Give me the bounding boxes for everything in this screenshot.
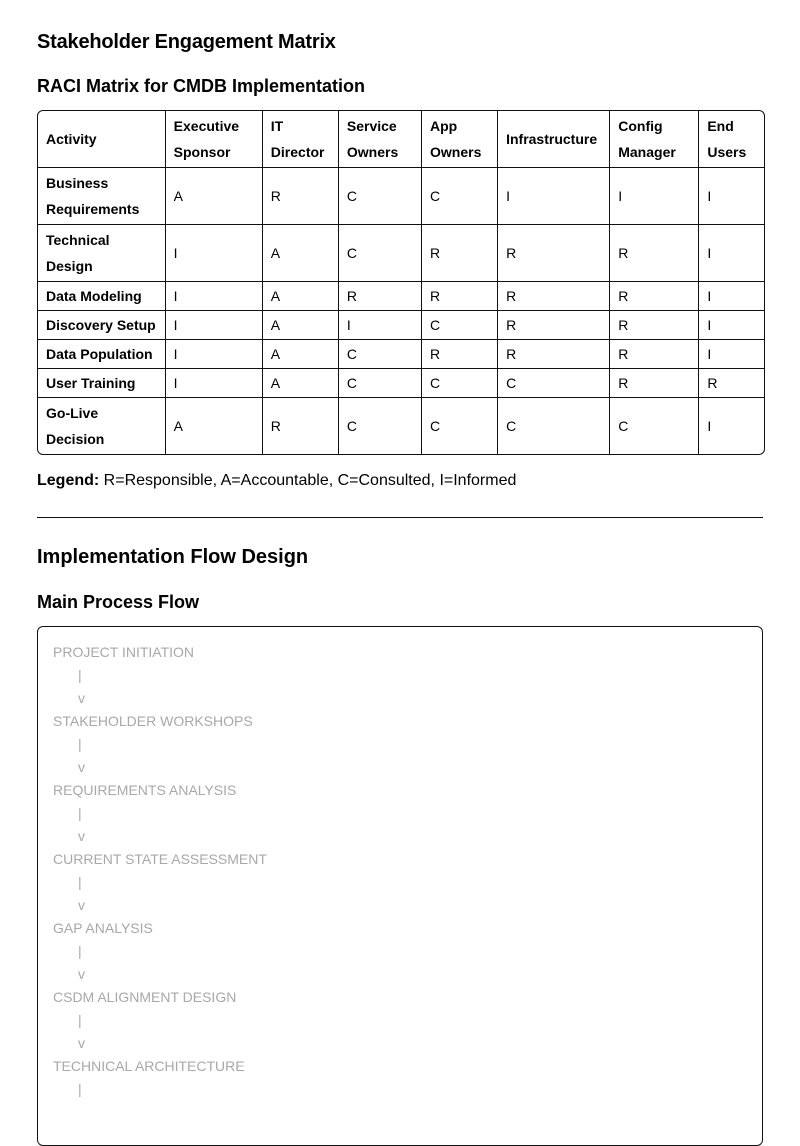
flow-step: STAKEHOLDER WORKSHOPS: [53, 713, 253, 729]
raci-activity-text: Discovery Setup: [46, 316, 156, 333]
raci-column-header-text: End: [707, 117, 734, 134]
raci-value-cell: I: [498, 167, 610, 224]
raci-activity-cell: [38, 224, 165, 281]
raci-value-cell: A: [165, 397, 262, 454]
raci-value-cell: C: [422, 310, 498, 339]
flow-connector-pipe: |: [78, 1081, 82, 1097]
process-flow-code-block: [37, 626, 763, 1146]
flow-step: PROJECT INITIATION: [53, 644, 195, 660]
flow-connector-pipe: |: [78, 874, 82, 890]
raci-value-cell: R: [262, 167, 338, 224]
raci-value-cell: C: [338, 339, 421, 368]
raci-row: [38, 281, 764, 310]
flow-connector-pipe: |: [78, 1012, 82, 1028]
raci-value-cell: R: [498, 310, 610, 339]
raci-value-cell: C: [422, 397, 498, 454]
raci-value-cell: I: [699, 167, 764, 224]
raci-value-cell: R: [498, 281, 610, 310]
raci-value-cell: A: [262, 310, 338, 339]
raci-value-cell: I: [165, 368, 262, 397]
raci-value-cell: R: [610, 339, 699, 368]
raci-column-header-text: Owners: [346, 143, 399, 160]
raci-activity-text: Data Population: [46, 345, 153, 362]
raci-activity-text: Decision: [46, 430, 105, 447]
raci-value-cell: I: [165, 310, 262, 339]
raci-activity-text: Data Modeling: [46, 287, 142, 304]
raci-value-cell: I: [699, 310, 764, 339]
flow-connector-arrow: v: [78, 828, 85, 844]
flow-connector-arrow: v: [78, 690, 85, 706]
flow-step: TECHNICAL ARCHITECTURE: [53, 1058, 245, 1074]
raci-value-cell: C: [422, 167, 498, 224]
legend-text: R=Responsible, A=Accountable, C=Consulted, I=Informed: [103, 472, 517, 489]
raci-column-header-text: Config: [618, 117, 663, 134]
raci-value-cell: I: [699, 339, 764, 368]
raci-column-header: [422, 111, 498, 167]
raci-activity-text: Technical: [46, 231, 110, 248]
raci-activity-cell: [38, 310, 165, 339]
raci-row: [38, 368, 764, 397]
raci-value-cell: R: [338, 281, 421, 310]
raci-title: RACI Matrix for CMDB Implementation: [37, 76, 366, 96]
raci-column-header-text: IT: [270, 117, 284, 134]
flow-step: REQUIREMENTS ANALYSIS: [53, 782, 237, 798]
raci-column-header-text: Executive: [173, 117, 240, 134]
raci-value-cell: R: [498, 224, 610, 281]
raci-value-cell: R: [610, 281, 699, 310]
raci-value-cell: R: [610, 310, 699, 339]
raci-value-cell: I: [699, 224, 764, 281]
raci-value-cell: R: [262, 397, 338, 454]
raci-column-header-text: Owners: [430, 143, 482, 160]
raci-value-cell: A: [262, 339, 338, 368]
raci-value-cell: I: [707, 417, 712, 434]
flow-step: CSDM ALIGNMENT DESIGN: [53, 989, 237, 1005]
raci-column-header: [338, 111, 421, 167]
raci-value-cell: I: [338, 310, 421, 339]
raci-value-cell: R: [498, 339, 610, 368]
raci-column-header: [165, 111, 262, 167]
raci-table-container: [37, 110, 765, 455]
raci-activity-cell: [38, 397, 165, 454]
legend: [37, 472, 516, 490]
raci-value-cell: I: [610, 167, 699, 224]
flow-connector-arrow: v: [78, 1035, 85, 1051]
raci-activity-cell: [38, 368, 165, 397]
page-title: Stakeholder Engagement Matrix: [37, 31, 336, 53]
flow-connector-pipe: |: [78, 943, 82, 959]
raci-value-cell: I: [165, 339, 262, 368]
section-divider: [37, 517, 763, 518]
raci-value-cell: I: [165, 224, 262, 281]
flow-connector-arrow: v: [78, 966, 85, 982]
raci-value-cell: R: [422, 339, 498, 368]
raci-value-cell: C: [498, 368, 610, 397]
raci-column-header-text: Users: [707, 143, 747, 160]
raci-row: [38, 310, 764, 339]
raci-row: [38, 339, 764, 368]
flow-connector-pipe: |: [78, 736, 82, 752]
raci-column-header: [699, 111, 764, 167]
raci-column-header: [610, 111, 699, 167]
raci-row: [38, 397, 764, 454]
raci-row: [38, 224, 764, 281]
raci-value-cell: A: [262, 281, 338, 310]
raci-column-header-text: Director: [270, 143, 325, 160]
raci-column-header-text: Service: [346, 117, 397, 134]
raci-table: [38, 111, 764, 454]
flow-connector-arrow: v: [78, 759, 85, 775]
raci-column-header-text: Manager: [618, 143, 676, 160]
raci-activity-text: Business: [46, 174, 109, 191]
raci-value-cell: R: [422, 281, 498, 310]
raci-value-cell: C: [338, 397, 421, 454]
raci-value-cell: R: [610, 368, 699, 397]
legend-label: Legend:: [37, 472, 100, 489]
raci-activity-text: Design: [46, 257, 93, 274]
process-flow-diagram: [53, 641, 267, 1101]
flow-step: GAP ANALYSIS: [53, 920, 153, 936]
flow-connector-pipe: |: [78, 667, 82, 683]
flow-connector-arrow: v: [78, 897, 85, 913]
flow-step: CURRENT STATE ASSESSMENT: [53, 851, 267, 867]
raci-value-cell: C: [338, 368, 421, 397]
raci-value-cell: C: [498, 397, 610, 454]
raci-row: [38, 167, 764, 224]
raci-activity-cell: [38, 167, 165, 224]
raci-value-cell: C: [610, 397, 699, 454]
raci-column-header-text: Infrastructure: [506, 130, 598, 147]
raci-value-cell: I: [165, 281, 262, 310]
raci-value-cell: C: [422, 368, 498, 397]
flow-connector-pipe: |: [78, 805, 82, 821]
raci-column-header: [498, 111, 610, 167]
raci-value-cell: A: [262, 368, 338, 397]
raci-value-cell: R: [699, 368, 764, 397]
raci-column-header-text: Activity: [46, 130, 97, 147]
raci-value-cell: C: [338, 224, 421, 281]
main-process-flow-title: Main Process Flow: [37, 592, 200, 612]
raci-value-cell: C: [338, 167, 421, 224]
raci-value-cell: R: [610, 224, 699, 281]
raci-body: [38, 167, 764, 454]
raci-value-cell: A: [262, 224, 338, 281]
flow-section-title: Implementation Flow Design: [37, 546, 309, 568]
raci-activity-text: Go-Live: [46, 404, 99, 421]
raci-activity-text: User Training: [46, 374, 136, 391]
raci-column-header-text: App: [430, 117, 458, 134]
raci-value-cell: A: [165, 167, 262, 224]
raci-column-header: [38, 111, 165, 167]
raci-value-cell: R: [422, 224, 498, 281]
raci-column-header-text: Sponsor: [173, 143, 231, 160]
raci-column-header: [262, 111, 338, 167]
raci-activity-cell: [38, 339, 165, 368]
raci-activity-cell: [38, 281, 165, 310]
raci-value-cell: I: [699, 281, 764, 310]
raci-header-row: [38, 111, 764, 167]
raci-activity-text: Requirements: [46, 200, 140, 217]
